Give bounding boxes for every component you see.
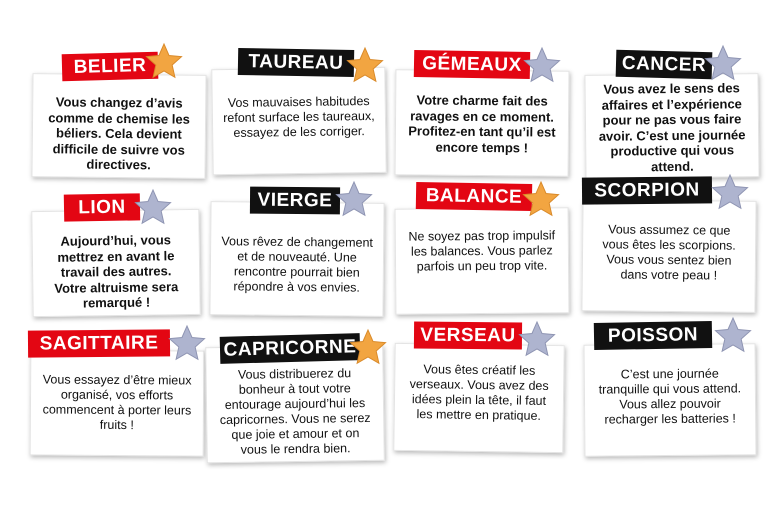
sign-label-sagittaire: SAGITTAIRE xyxy=(28,329,170,357)
horoscope-text: Vous assumez ce que vous êtes les scorpions. Vous vous sentez bien dans votre peau ! xyxy=(602,222,736,283)
sign-label-verseau: VERSEAU xyxy=(414,322,522,350)
silver-star-icon xyxy=(704,44,742,82)
gold-star-icon xyxy=(349,328,387,366)
silver-star-icon xyxy=(335,180,373,218)
card-scorpion xyxy=(581,199,756,313)
card-belier xyxy=(31,73,206,179)
card-cancer xyxy=(584,73,759,179)
horoscope-text: Votre charme fait des ravages en ce moment. Profitez-en tant qu’il est encore temps ! xyxy=(408,92,556,155)
gold-star-icon xyxy=(145,42,183,80)
card-vierge xyxy=(209,201,384,317)
silver-star-icon xyxy=(518,320,556,358)
card-lion xyxy=(31,209,200,317)
sign-label-scorpion: SCORPION xyxy=(582,176,712,204)
horoscope-text: C’est une journée tranquille qui vous attend. Vous allez pouvoir recharger les batteries ! xyxy=(598,366,742,427)
horoscope-text: Vous distribuerez du bonheur à tout votre entourage aujourd’hui les capricornes. Vous ne serez que joie et amour et on vous le rendra bien. xyxy=(219,366,371,457)
card-poisson xyxy=(584,343,757,456)
sign-label-gemeaux: GÉMEAUX xyxy=(414,50,530,79)
horoscope-text: Vous changez d’avis comme de chemise les béliers. Cela devient difficile de suivre vos directives. xyxy=(48,94,190,173)
silver-star-icon xyxy=(168,324,206,362)
silver-star-icon xyxy=(711,173,749,211)
silver-star-icon xyxy=(523,46,561,84)
card-balance xyxy=(395,207,570,315)
sign-label-belier: BELIER xyxy=(62,52,159,82)
silver-star-icon xyxy=(134,188,172,226)
card-verseau xyxy=(393,343,564,453)
sign-label-capricorne: CAPRICORNE xyxy=(220,333,361,364)
gold-star-icon xyxy=(346,46,384,84)
horoscope-text: Vous avez le sens des affaires et l’expérience pour ne pas vous faire avoir. C’est une journée productive qui vous attend. xyxy=(598,80,746,174)
sign-label-cancer: CANCER xyxy=(616,50,713,80)
sign-label-balance: BALANCE xyxy=(416,182,532,211)
sign-label-lion: LION xyxy=(64,193,140,221)
horoscope-text: Vous rêvez de changement et de nouveauté. Une rencontre pourrait bien répondre à vos envies. xyxy=(221,234,373,295)
sign-label-taureau: TAUREAU xyxy=(238,48,354,77)
horoscope-text: Vous essayez d’être mieux organisé, vos efforts commencent à porter leurs fruits ! xyxy=(42,372,192,433)
gold-star-icon xyxy=(522,180,560,218)
horoscope-text: Ne soyez pas trop impulsif les balances. Vous parlez parfois un peu trop vite. xyxy=(408,228,556,274)
card-sagittaire xyxy=(30,349,205,456)
sign-label-vierge: VIERGE xyxy=(250,187,340,215)
horoscope-text: Vos mauvaises habitudes refont surface les taureaux, essayez de les corriger. xyxy=(223,94,375,140)
sign-label-poisson: POISSON xyxy=(594,321,712,350)
horoscope-text: Vous êtes créatif les verseaux. Vous avez des idées plein la tête, il faut les mettre en pratique. xyxy=(409,362,549,423)
silver-star-icon xyxy=(714,316,752,354)
card-gemeaux xyxy=(395,69,570,177)
horoscope-text: Aujourd’hui, vous mettrez en avant le travail des autres. Votre altruisme sera remarqué ! xyxy=(54,232,179,311)
